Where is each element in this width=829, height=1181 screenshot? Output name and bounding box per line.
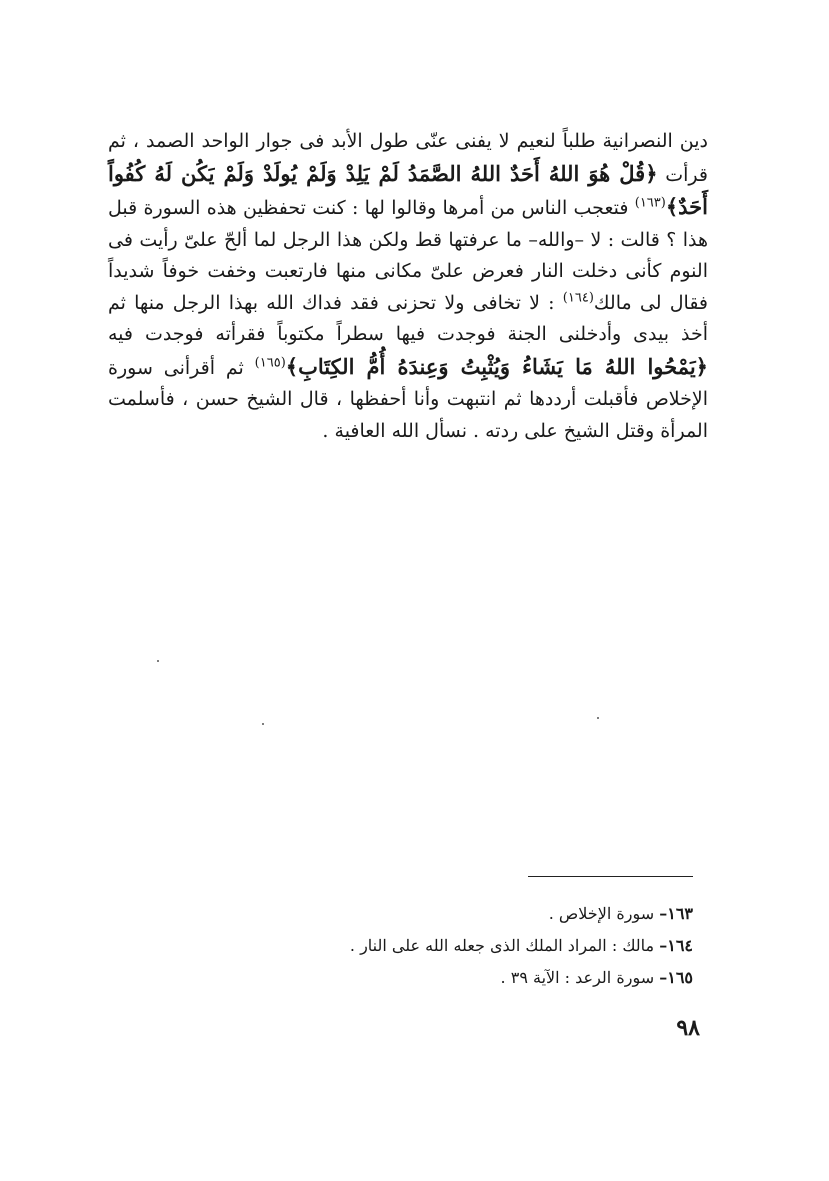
footnote-number: ١٦٣– [659,904,693,923]
footnote-item [200,930,693,962]
scan-speck [157,660,159,662]
footnote-item [200,962,693,994]
scan-speck [597,717,599,719]
page-number: ٩٨ [676,1015,700,1041]
footnote-divider [528,876,693,877]
footnote-number: ١٦٤– [659,936,693,955]
main-paragraph [108,126,708,447]
paragraph-text: دين النصرانية طلباً لنعيم لا يفنى عنّى طول الأبد فى جوار الواحد الصمد ، ثم قرأت [108,130,708,186]
paragraph-text: فتعجب الناس من أمرها وقالوا لها : كنت تحفظين هذه السورة قبل هذا ؟ قالت : لا –والله– ما عرفتها قط ولكن هذا الرجل لما ألحّ علىّ رأيت فى النوم كأنى دخلت النار فعرض علىّ مكانى منها فارتعبت وخفت خوفاً شديداً فقال لى مالك [108,197,709,314]
paragraph-text: : لا تخافى ولا تحزنى فقد فداك الله بهذا الرجل منها ثم أخذ بيدى وأدخلنى الجنة فوجدت فيها سطراً مكتوباً فقرأته فوجدت فيه [108,291,708,345]
footnote-ref: (١٦٤) [562,290,594,306]
scan-speck [262,723,264,725]
footnote-ref: (١٦٣) [634,195,666,211]
footnote-text: سورة الإخلاص . [548,904,655,923]
footnote-item [200,898,693,930]
footnote-number: ١٦٥– [659,968,693,987]
footnote-text: سورة الرعد : الآية ٣٩ . [500,968,655,987]
footnotes [200,898,693,994]
paragraph-text: ثم أقرأنى سورة الإخلاص فأقبلت أرددها ثم انتبهت وأنا أحفظها ، قال الشيخ حسن ، فأسلمت المرأة وقتل الشيخ على ردته . نسأل الله العافية . [108,356,708,442]
quran-quote: ﴿قُلْ هُوَ اللهُ أَحَدٌ اللهُ الصَّمَدُ لَمْ يَلِدْ وَلَمْ يُولَدْ وَلَمْ يَكُن لَهُ كُفُواً أَحَدٌ﴾ [108,160,708,219]
footnote-text: مالك : المراد الملك الذى جعله الله على النار . [349,936,655,955]
footnote-ref: (١٦٥) [254,355,286,371]
quran-quote: ﴿يَمْحُوا اللهُ مَا يَشَاءُ وَيُثْبِتُ وَعِندَهُ أُمُّ الكِتَابِ﴾ [285,353,708,379]
